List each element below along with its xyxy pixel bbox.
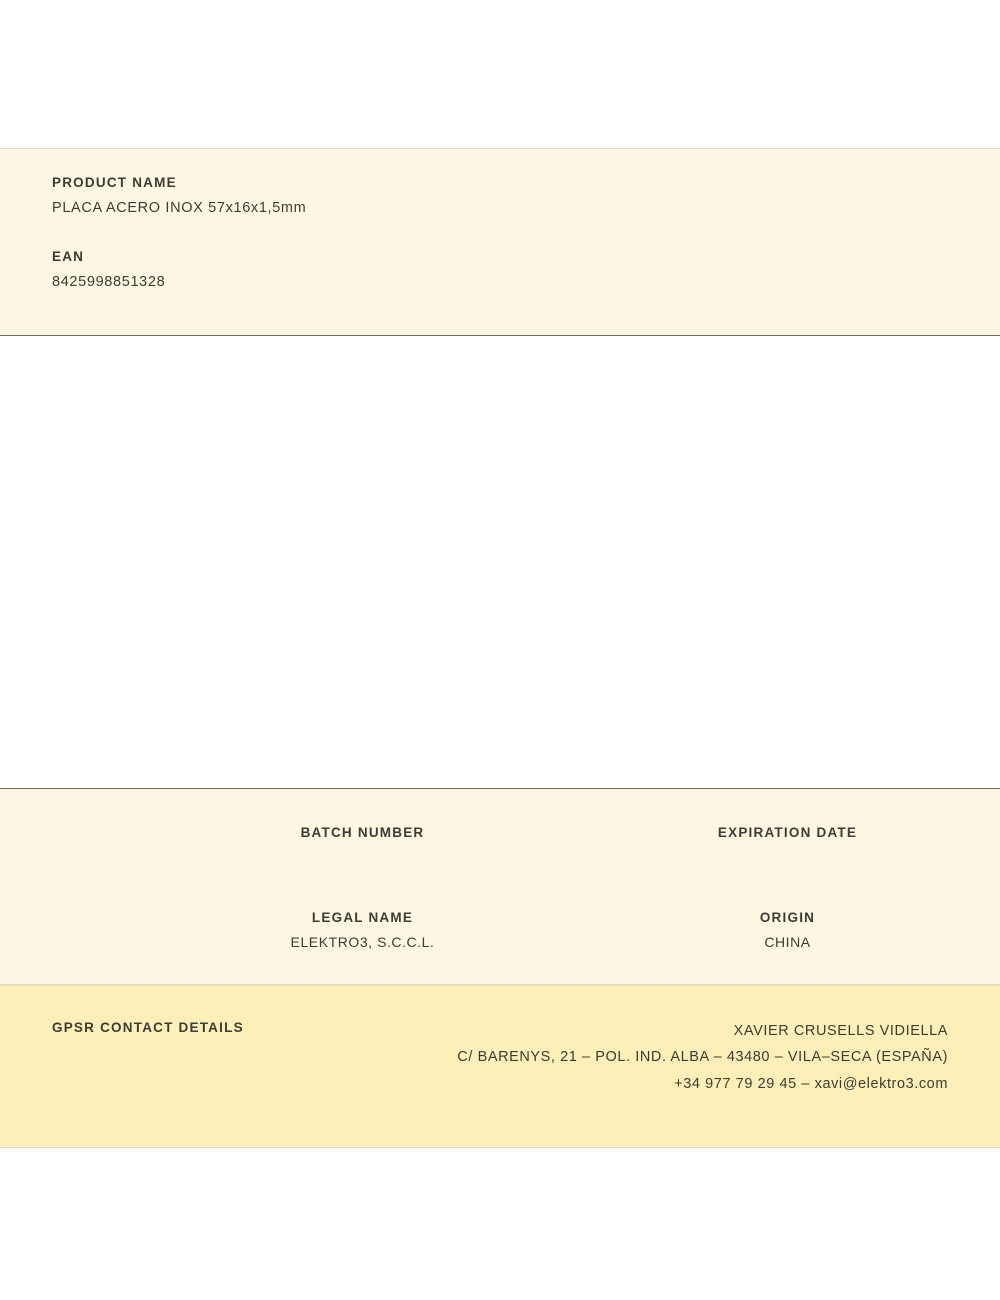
legal-name-cell [150, 910, 575, 951]
page-footer-area [0, 1148, 1000, 1300]
gpsr-contact-section [0, 985, 1000, 1148]
gpsr-contact-phone-email: +34 977 79 29 45 – xavi@elektro3.com [674, 1075, 948, 1092]
legal-name-label: LEGAL NAME [311, 910, 414, 925]
ean-label: EAN [52, 249, 85, 264]
gpsr-contact-details [457, 1018, 948, 1097]
expiration-date-value [575, 849, 1000, 866]
ean-field [52, 249, 948, 290]
details-spacer-left-2 [0, 910, 150, 951]
product-name-field [52, 175, 948, 216]
origin-cell [575, 910, 1000, 951]
origin-value: CHINA [764, 934, 811, 950]
legal-name-value: ELEKTRO3, S.C.C.L. [290, 934, 435, 950]
product-name-label: PRODUCT NAME [52, 175, 177, 190]
gpsr-contact-label: GPSR CONTACT DETAILS [52, 1020, 244, 1035]
origin-label: ORIGIN [759, 910, 816, 925]
details-spacer-left [0, 825, 150, 866]
product-name-value: PLACA ACERO INOX 57x16x1,5mm [52, 200, 307, 216]
gpsr-contact-name: XAVIER CRUSELLS VIDIELLA [733, 1023, 948, 1039]
batch-number-label: BATCH NUMBER [300, 825, 425, 840]
product-details-section [0, 788, 1000, 985]
ean-value: 8425998851328 [52, 274, 166, 290]
gpsr-contact-address: C/ BARENYS, 21 – POL. IND. ALBA – 43480 – VILA–SECA (ESPAÑA) [457, 1049, 948, 1066]
details-row-batch [0, 789, 1000, 866]
product-summary-section [0, 148, 1000, 336]
batch-number-cell [150, 825, 575, 866]
batch-number-value [150, 849, 575, 866]
empty-content-area [0, 336, 1000, 788]
expiration-date-cell [575, 825, 1000, 866]
expiration-date-label: EXPIRATION DATE [717, 825, 858, 840]
details-row-legal [0, 866, 1000, 951]
